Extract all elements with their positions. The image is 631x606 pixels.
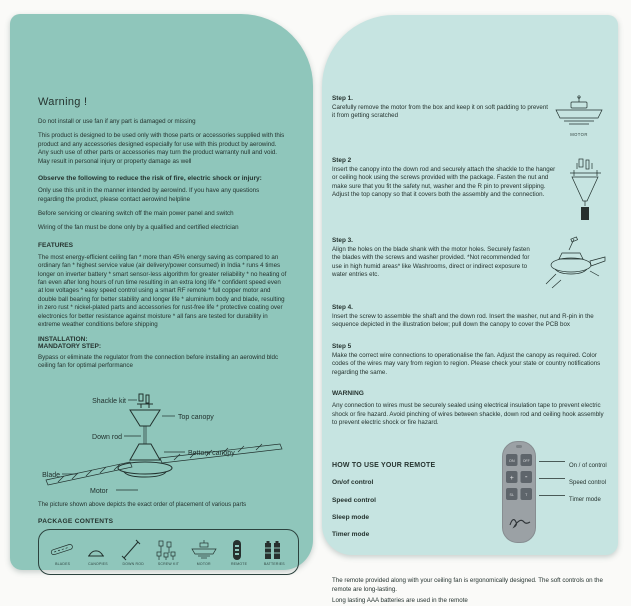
callout-line [539,461,565,462]
remote-minus-button: - [524,472,528,482]
step-5-title: Step 5 [332,342,352,350]
batteries-icon [259,539,285,561]
motor-illustration-icon [552,95,606,131]
shackle-kit-icon [137,394,153,408]
step-1-art [552,95,606,137]
package-item: REMOTE [224,539,254,566]
step-4 [332,304,606,330]
remote-sleep-button: SL [509,493,514,498]
motor-icon [118,462,172,477]
downrod-icon [118,539,144,561]
label-shackle-kit: Shackle kit [92,398,126,406]
remote-plus-button: + [509,475,514,483]
shackle-canopy-illustration-icon [564,157,606,223]
warning-text: Any connection to wires must be securely sealed using electrical insulation tape to prevent electric shock or fire hazard. Avoid pinching of wires between shackle, down rod and ceiling hook assembly to prevent electric shock or fire hazard. [332,402,604,426]
motor-icon [189,539,219,561]
package-item: SCREW KIT [153,539,183,566]
package-item: BLADES [48,539,78,566]
remote-off-button: OFF [522,459,530,464]
remote-heading: HOW TO USE YOUR REMOTE [332,462,436,470]
step-3 [332,237,606,291]
callout-timer: Timer mode [569,497,601,504]
step-3-text: Align the holes on the blade shank with the motor holes. Securely fasten the blades with the screws and washer provided. *Not recommended for use in high humid areas* like Washrooms, direct or indirect exposure to water entries etc. [332,246,530,279]
package-contents-heading: PACKAGE CONTENTS [38,518,114,526]
observe-paragraph-2: Before servicing or cleaning switch off the main power panel and switch [38,209,234,217]
remote-on-button: ON [508,459,515,464]
warning-title: Warning ! [38,96,88,108]
step-2-art [564,157,606,223]
warning-intro: Do not install or use fan if any part is damaged or missing [38,118,196,125]
step-2-text: Insert the canopy into the down rod and securely attach the shackle to the hanger or ceiling hook using the screws provided with the package. Fasten the nut and make sure that you fit the safety nut, washer and the R pin to prevent slipping. Adjust the top canopy so that it covers both the assembly and the connection. [332,166,556,199]
warning-heading: WARNING [332,390,364,398]
callout-speed: Speed control [569,480,607,487]
mode-timer: Timer mode [332,530,370,538]
package-contents-box [38,529,299,575]
label-down-rod: Down rod [92,434,122,442]
step-1-title: Step 1. [332,95,353,102]
callout-line [539,478,565,479]
step-3-title: Step 3. [332,237,353,244]
warning-body: This product is designed to be used only with those parts or accessories supplied with this product and any accessories designed especially for use with this product by aerowind. Any such use of other parts or accessories may turn the product warranty null and void. May result in personal injury or property damage as well [38,132,285,165]
package-item: DOWN ROD [118,539,148,566]
left-page [10,14,313,570]
observe-paragraph-3: Wiring of the fan must be done only by a qualified and certified electrician [38,224,239,232]
step-2-title: Step 2 [332,157,352,164]
package-item: BATTERIES [259,539,289,566]
down-rod-icon [144,426,146,444]
step-2 [332,157,606,223]
remote-timer-button: T [525,493,528,498]
blade-icon [48,539,76,561]
installation-heading: INSTALLATION: [38,335,88,343]
package-item: MOTOR [189,539,219,566]
step-5-text: Make the correct wire connections to operationalise the fan. Adjust the canopy as required. Color codes of the wires may vary from region to region. Please check your state or country notifications regarding the same. [332,351,601,376]
top-canopy-icon [130,410,160,426]
callout-onoff: On / of control [569,463,607,470]
label-blade: Blade [42,472,60,480]
step-3-art [538,237,606,291]
remote-icon [502,441,536,543]
motor-illustration-label: MOTOR [570,132,588,137]
mode-speed: Speed control [332,496,376,504]
screwkit-icon [153,539,179,561]
canopy-icon [83,539,109,561]
bottom-canopy-icon [130,444,160,460]
mandatory-step-heading: MANDATORY STEP: [38,342,102,350]
remote-illustration [502,441,536,543]
step-1-text: Carefully remove the motor from the box and keep it on soft padding to prevent it from getting scratched [332,104,548,120]
callout-line [539,495,565,496]
step-4-text: Insert the screw to assemble the shaft and the down rod. Insert the washer, nut and R-pin in the sequence depicted in the illustration below; pull down the canopy to cover the PCB box [332,313,594,329]
label-bottom-canopy: Bottom canopy [188,450,235,458]
features-text: The most energy-efficient ceiling fan * more than 45% energy saving as compared to an ordinary fan * highest service value (air delivery/power consumed) in India * runs 4 times longer on inverter battery * smart sensor-less algorithm for greater reliability * no heating of fan even after long hours of run time resulting in an extra long life * confident speed even at low voltages * easy speed control using a smart RF remote * full copper motor and double ball bearing for better stability and longer life * aluminium body and blade, resulting in zero rust * nickel-plated parts and accessories for rust-free life * protective coating over electronics for better resistance against moisture * all fans are tested for durability in extreme weather conditions before shipping [38,253,287,329]
step-4-title: Step 4. [332,304,353,311]
blade-motor-illustration-icon [538,237,606,291]
closing-paragraph-2: Long lasting AAA batteries are used in the remote [332,597,468,605]
mode-sleep: Sleep mode [332,513,370,521]
remote-section [332,439,606,555]
remote-icon [224,539,250,561]
right-page [322,15,618,605]
diagram-caption: The picture shown above depicts the exact order of placement of various parts [38,502,247,509]
observe-paragraph-1: Only use this unit in the manner intended by aerowind. If you have any questions regarding the product, please contact aerowind helpline [38,187,260,203]
step-1 [332,95,606,137]
features-heading: FEATURES [38,241,74,249]
step-5 [332,343,606,377]
closing-paragraph-1: The remote provided along with your ceiling fan is ergonomically designed. The soft controls on the remote are long-lasting. [332,577,603,593]
closing-notes [332,577,606,605]
observe-heading: Observe the following to reduce the risk of fire, electric shock or injury: [38,175,262,183]
package-item: CANOPIES [83,539,113,566]
label-top-canopy: Top canopy [178,414,214,422]
mode-onoff: On/of control [332,478,374,486]
label-motor: Motor [90,488,108,496]
fan-parts-diagram [38,392,288,496]
installation-text: Bypass or eliminate the regulator from the connection before installing an aerowind bldc ceiling fan for optimal performance [38,353,279,370]
